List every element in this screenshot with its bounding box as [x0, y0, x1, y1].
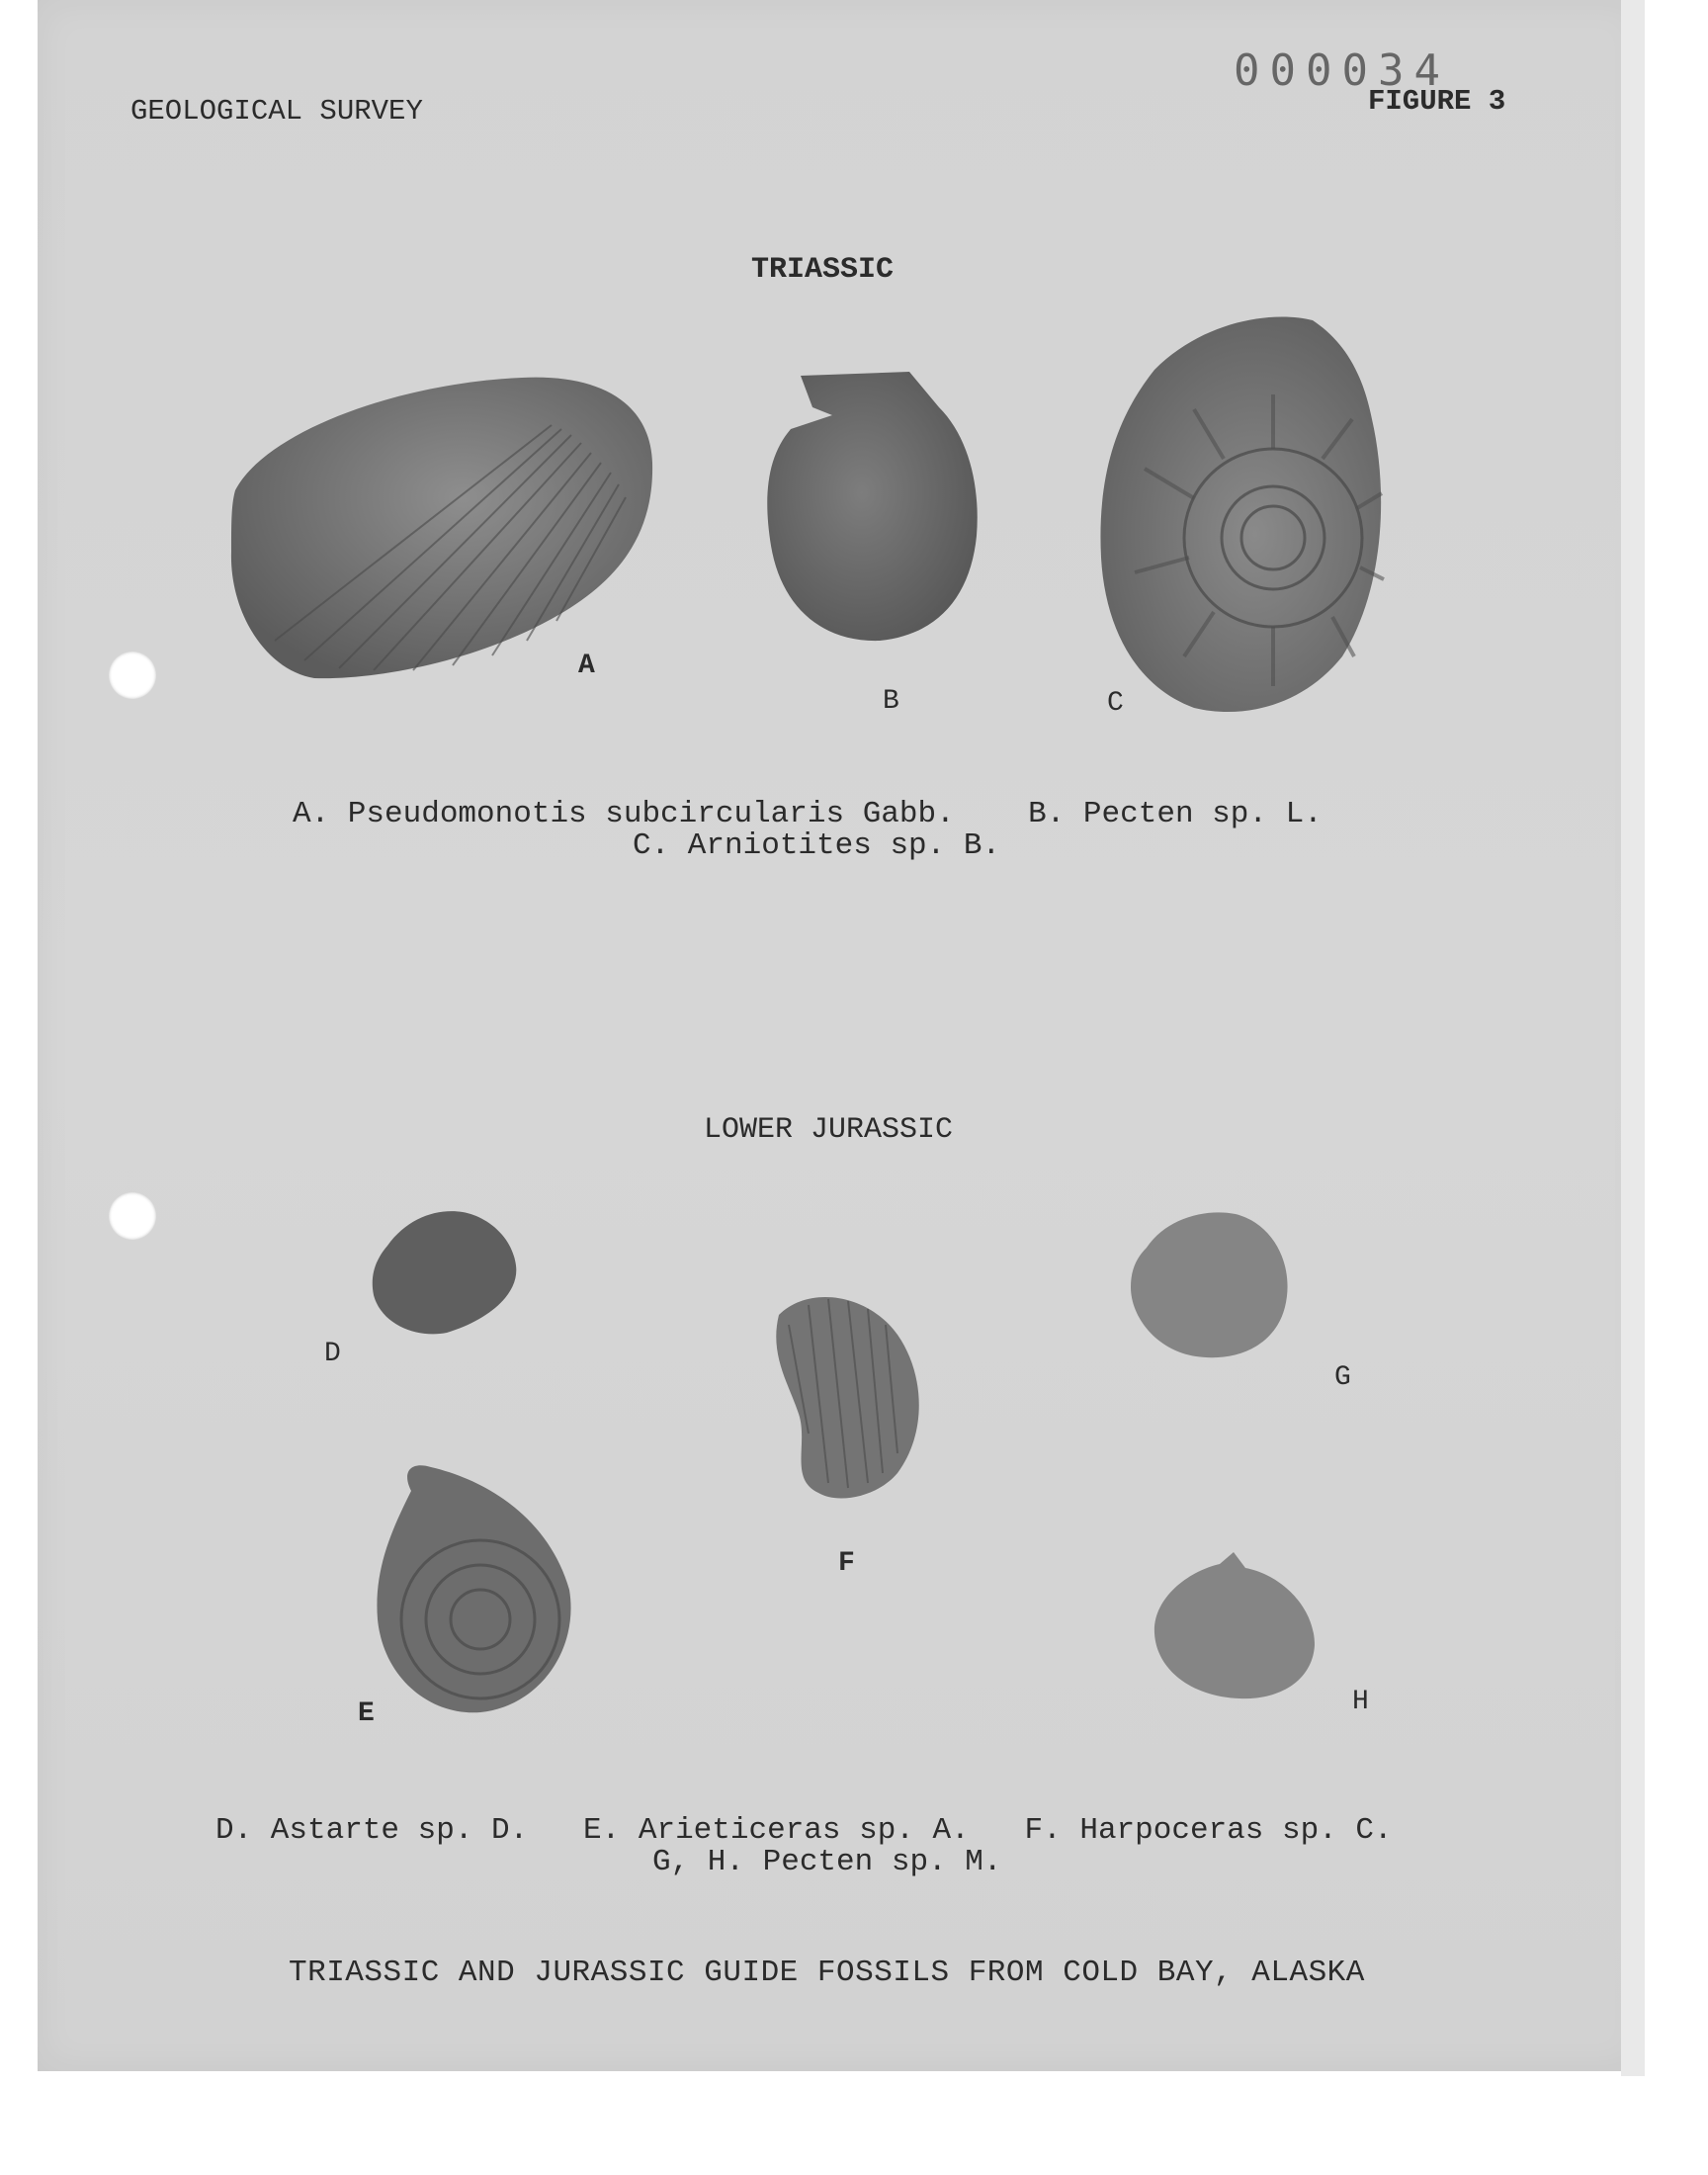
fossil-d-photo: [368, 1206, 522, 1337]
figure-label: FIGURE 3: [1368, 85, 1506, 118]
specimen-label-e: E: [358, 1698, 375, 1729]
lower-jurassic-section-title: LOWER JURASSIC: [704, 1113, 954, 1147]
triassic-caption-line-1: A. Pseudomonotis subcircularis Gabb. B. Pecten sp. L.: [293, 797, 1323, 831]
specimen-label-c: C: [1107, 688, 1124, 719]
fossil-c-photo: [1095, 310, 1388, 718]
specimen-label-b: B: [883, 686, 899, 717]
document-number-stamp: 000034: [1234, 45, 1450, 96]
fossil-b-photo: [761, 368, 983, 643]
triassic-section-title: TRIASSIC: [751, 253, 895, 287]
jurassic-caption-line-2: G, H. Pecten sp. M.: [652, 1845, 1002, 1879]
fossil-e-photo: [372, 1461, 577, 1716]
fossil-h-photo: [1151, 1550, 1319, 1700]
specimen-label-a: A: [578, 651, 595, 681]
fossil-f-photo: [769, 1285, 927, 1503]
figure-title: TRIASSIC AND JURASSIC GUIDE FOSSILS FROM COLD BAY, ALASKA: [289, 1956, 1365, 1990]
organization-header: GEOLOGICAL SURVEY: [130, 95, 423, 128]
specimen-label-g: G: [1334, 1362, 1351, 1393]
document-page: [38, 0, 1643, 2071]
punch-hole-top: [109, 652, 156, 699]
fossil-g-photo: [1127, 1208, 1295, 1362]
specimen-label-d: D: [324, 1339, 341, 1369]
page-edge: [1621, 0, 1645, 2076]
specimen-label-f: F: [838, 1548, 855, 1579]
fossil-a-photo: [225, 374, 660, 686]
specimen-label-h: H: [1352, 1687, 1369, 1717]
punch-hole-bottom: [109, 1192, 156, 1240]
triassic-caption-line-2: C. Arniotites sp. B.: [633, 828, 1001, 863]
jurassic-caption-line-1: D. Astarte sp. D. E. Arieticeras sp. A. F. Harpoceras sp. C.: [215, 1813, 1393, 1848]
